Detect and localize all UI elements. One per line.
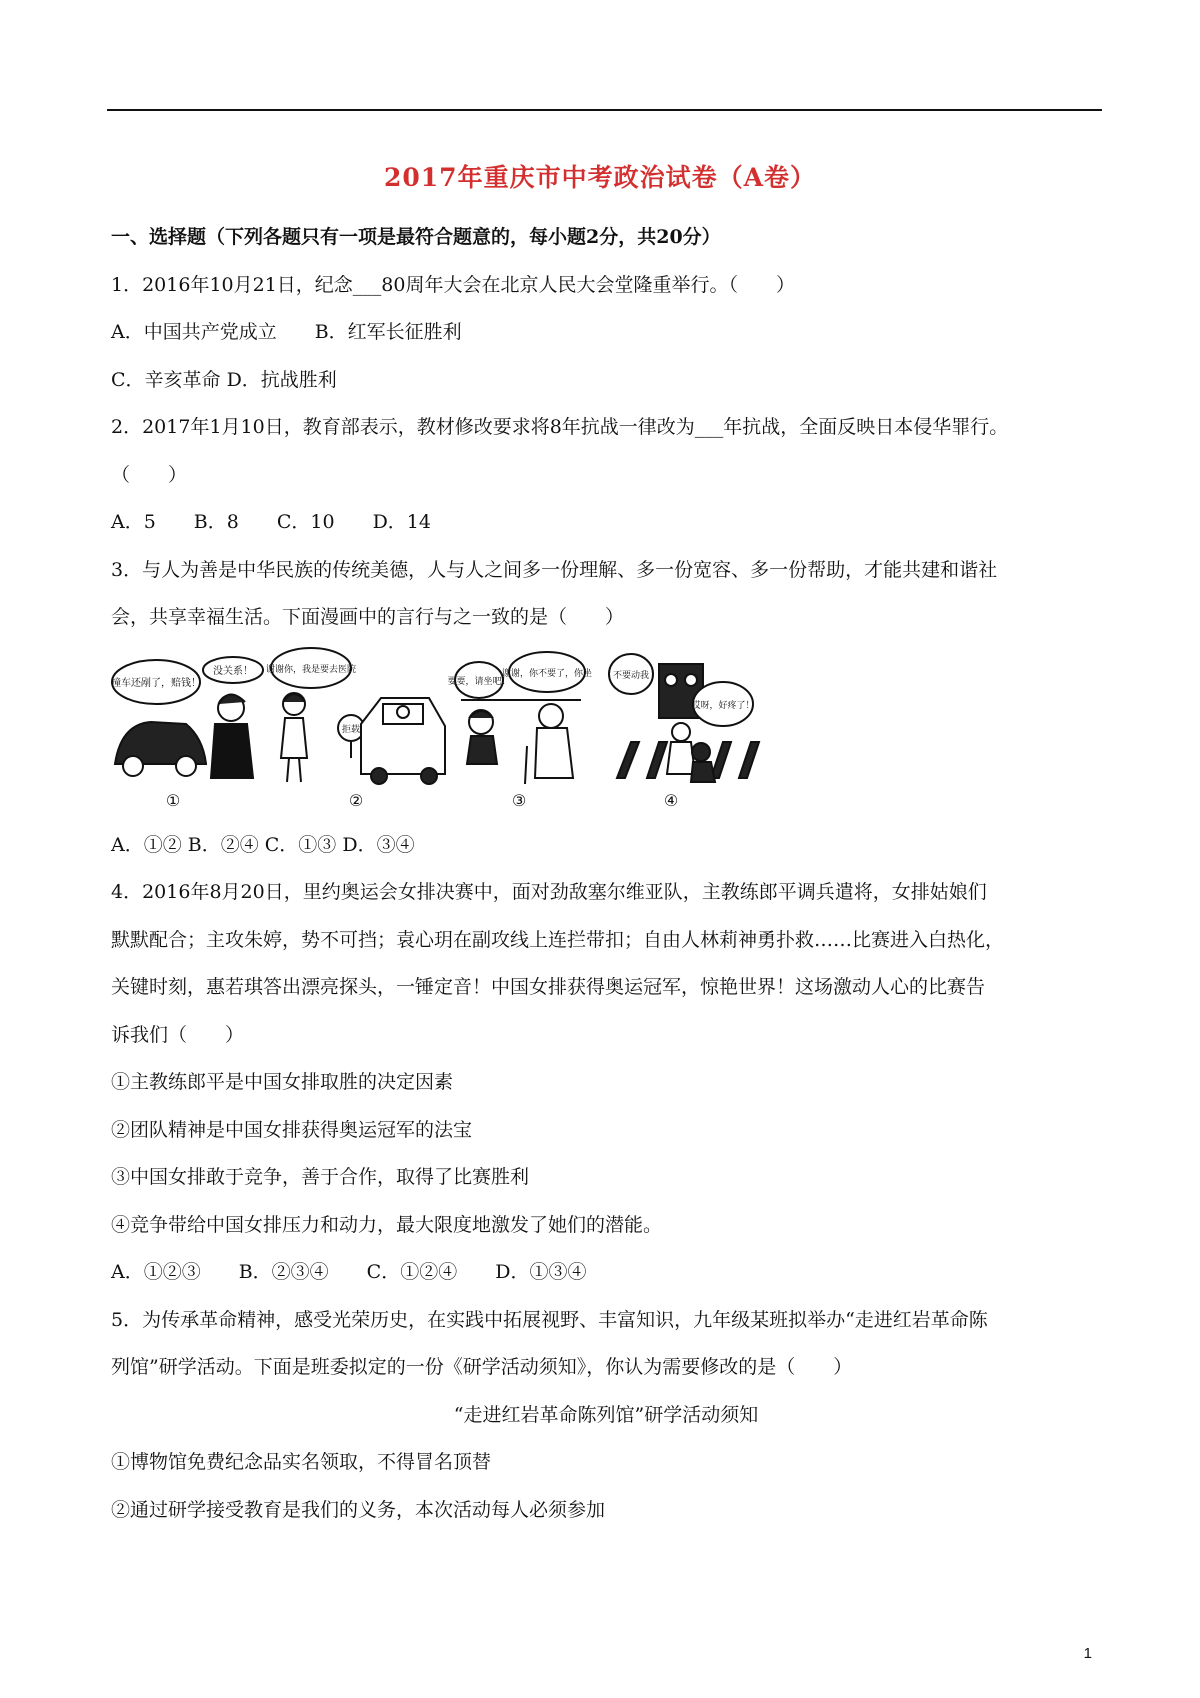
q4-options: A．①②③ B．②③④ C．①②④ D．①③④: [111, 1261, 587, 1283]
q3-options: A．①② B．②④ C．①③ D．③④: [111, 833, 415, 856]
panel3-bubble-left: 要要，请坐吧！: [447, 676, 511, 687]
q1-stem: 1．2016年10月21日，纪念___80周年大会在北京人民大会堂隆重举行。（ ）: [111, 273, 795, 296]
q4-statement-1: ①主教练郎平是中国女排取胜的决定因素: [111, 1071, 454, 1093]
q4-stem-3: 关键时刻，惠若琪答出漂亮探头，一锤定音！中国女排获得奥运冠军，惊艳世界！这场激动人心的比赛告: [111, 976, 986, 998]
panel4-bubble-left: 不要动我: [612, 670, 650, 681]
q4-statement-2: ②团队精神是中国女排获得奥运冠军的法宝: [111, 1118, 473, 1141]
q1-options-1: A．中国共产党成立 B．红军长征胜利: [111, 321, 462, 343]
q2-options: A．5 B．8 C．10 D．14: [111, 511, 431, 533]
panel2-sign: 拒载: [341, 724, 361, 735]
q4-stem-4: 诉我们（ ）: [111, 1023, 245, 1046]
panel1-bubble-left: 撞车还剐了，赔钱！: [111, 677, 201, 689]
cartoon-panel-1: [111, 657, 263, 778]
q4-stem-1: 4．2016年8月20日，里约奥运会女排决赛中，面对劲敌塞尔维亚队，主教练郎平调兵遣将，女排姑娘们: [111, 881, 987, 903]
exam-title: 2017年重庆市中考政治试卷（A卷）: [384, 163, 816, 192]
cartoon-panel-4: [609, 654, 759, 782]
q5-notice-title: “走进红岩革命陈列馆”研学活动须知: [453, 1403, 759, 1426]
section-heading: 一、选择题（下列各题只有一项是最符合题意的，每小题2分，共20分）: [111, 226, 721, 248]
q1-options-2: C．辛亥革命 D．抗战胜利: [111, 368, 337, 391]
q4-stem-2: 默默配合；主攻朱婷，势不可挡；袁心玥在副攻线上连拦带扣；自由人林莉神勇扑救……比赛进入白热化，: [111, 928, 1005, 951]
cartoon-illustration: [111, 646, 851, 818]
cartoon-label-4: ④: [663, 790, 679, 810]
q5-notice-item-2: ②通过研学接受教育是我们的义务，本次活动每人必须参加: [111, 1498, 606, 1521]
cartoon-label-1: ①: [165, 790, 181, 810]
q3-stem-2: 会，共享幸福生活。下面漫画中的言行与之一致的是（ ）: [111, 606, 625, 628]
q3-stem-1: 3．与人为善是中华民族的传统美德，人与人之间多一份理解、多一份宽容、多一份帮助，才能共建和谐社: [111, 558, 998, 581]
q5-notice-item-1: ①博物馆免费纪念品实名领取，不得冒名顶替: [111, 1451, 492, 1473]
q4-statement-3: ③中国女排敢于竞争，善于合作，取得了比赛胜利: [111, 1166, 530, 1188]
header-rule: [107, 109, 1102, 111]
q5-stem-1: 5．为传承革命精神，感受光荣历史，在实践中拓展视野、丰富知识，九年级某班拟举办“走进红岩革命陈: [111, 1308, 988, 1331]
panel4-bubble-right: 哎呀，好疼了！: [691, 700, 755, 711]
q2-stem-2: （ ）: [111, 463, 188, 486]
q5-stem-2: 列馆”研学活动。下面是班委拟定的一份《研学活动须知》，你认为需要修改的是（ ）: [111, 1356, 853, 1378]
panel2-bubble: 谢谢你，我是要去医院: [265, 664, 357, 675]
q2-stem-1: 2．2017年1月10日，教育部表示，教材修改要求将8年抗战一律改为___年抗战，全面反映日本侵华罪行。: [111, 416, 1009, 438]
page-number: 1: [1083, 1645, 1092, 1662]
cartoon-panel-2: [266, 648, 445, 784]
cartoon-label-2: ②: [348, 790, 364, 810]
panel1-bubble-right: 没关系！: [213, 665, 253, 677]
panel3-bubble-right: 谢谢，你不要了，你坐: [501, 668, 593, 679]
q4-statement-4: ④竞争带给中国女排压力和动力，最大限度地激发了她们的潜能。: [111, 1213, 663, 1236]
cartoon-panel-3: [447, 652, 592, 784]
exam-body: [111, 214, 1101, 1534]
cartoon-label-3: ③: [511, 790, 527, 810]
